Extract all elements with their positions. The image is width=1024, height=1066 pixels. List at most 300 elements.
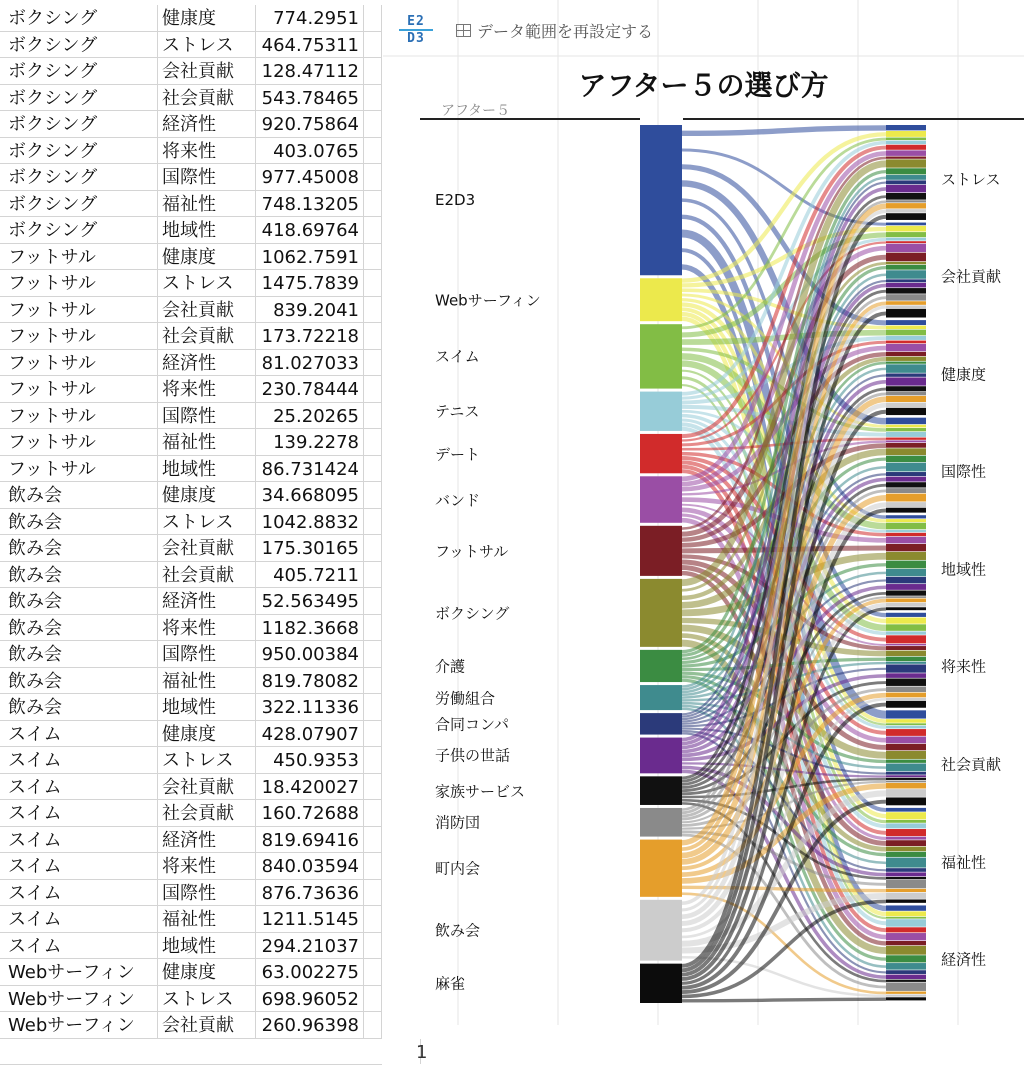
target-segment[interactable] xyxy=(886,294,926,300)
empty-cell[interactable] xyxy=(364,403,382,429)
category-cell[interactable]: 国際性 xyxy=(158,164,256,190)
category-cell[interactable]: ストレス xyxy=(158,747,256,773)
source-node[interactable] xyxy=(640,776,682,805)
category-cell[interactable]: 国際性 xyxy=(158,403,256,429)
source-node[interactable] xyxy=(640,713,682,734)
empty-cell[interactable] xyxy=(364,721,382,747)
target-segment[interactable] xyxy=(886,156,926,158)
value-cell[interactable]: 86.731424 xyxy=(256,456,364,482)
target-segment[interactable] xyxy=(886,687,926,692)
target-segment[interactable] xyxy=(886,131,926,137)
activity-cell[interactable]: フットサル xyxy=(0,244,158,270)
category-cell[interactable]: 健康度 xyxy=(158,5,256,31)
target-segment[interactable] xyxy=(886,736,926,743)
empty-cell[interactable] xyxy=(364,588,382,614)
empty-cell[interactable] xyxy=(364,747,382,773)
target-segment[interactable] xyxy=(886,678,926,685)
target-segment[interactable] xyxy=(886,970,926,974)
target-segment[interactable] xyxy=(886,820,926,823)
empty-cell[interactable] xyxy=(364,853,382,879)
target-segment[interactable] xyxy=(886,603,926,607)
value-cell[interactable]: 160.72688 xyxy=(256,800,364,826)
activity-cell[interactable]: 飲み会 xyxy=(0,482,158,508)
empty-cell[interactable] xyxy=(364,933,382,959)
activity-cell[interactable]: フットサル xyxy=(0,456,158,482)
target-segment[interactable] xyxy=(886,403,926,408)
table-row[interactable] xyxy=(0,800,382,827)
activity-cell[interactable]: ボクシング xyxy=(0,138,158,164)
table-row[interactable] xyxy=(0,747,382,774)
activity-cell[interactable]: ボクシング xyxy=(0,191,158,217)
activity-cell[interactable]: スイム xyxy=(0,906,158,932)
empty-cell[interactable] xyxy=(364,456,382,482)
empty-cell[interactable] xyxy=(364,509,382,535)
value-cell[interactable]: 920.75864 xyxy=(256,111,364,137)
target-segment[interactable] xyxy=(886,664,926,672)
target-segment[interactable] xyxy=(886,283,926,288)
table-row[interactable] xyxy=(0,138,382,165)
category-cell[interactable]: 福祉性 xyxy=(158,191,256,217)
target-segment[interactable] xyxy=(886,305,926,308)
empty-cell[interactable] xyxy=(364,562,382,588)
target-segment[interactable] xyxy=(886,911,926,916)
sankey-link[interactable] xyxy=(682,999,886,1001)
target-segment[interactable] xyxy=(886,994,926,996)
value-cell[interactable]: 81.027033 xyxy=(256,350,364,376)
activity-cell[interactable]: ボクシング xyxy=(0,217,158,243)
target-segment[interactable] xyxy=(886,698,926,700)
empty-cell[interactable] xyxy=(364,191,382,217)
activity-cell[interactable]: フットサル xyxy=(0,297,158,323)
value-cell[interactable]: 774.2951 xyxy=(256,5,364,31)
table-row[interactable] xyxy=(0,959,382,986)
category-cell[interactable]: 福祉性 xyxy=(158,668,256,694)
value-cell[interactable]: 1042.8832 xyxy=(256,509,364,535)
target-segment[interactable] xyxy=(886,432,926,437)
table-row[interactable] xyxy=(0,641,382,668)
table-row[interactable] xyxy=(0,217,382,244)
category-cell[interactable]: 将来性 xyxy=(158,376,256,402)
target-segment[interactable] xyxy=(886,209,926,212)
target-segment[interactable] xyxy=(886,858,926,868)
table-row[interactable] xyxy=(0,721,382,748)
category-cell[interactable]: 会社貢献 xyxy=(158,1012,256,1038)
table-row[interactable] xyxy=(0,1039,428,1066)
target-segment[interactable] xyxy=(886,494,926,502)
activity-cell[interactable]: スイム xyxy=(0,933,158,959)
sankey-link[interactable] xyxy=(682,128,886,133)
table-row[interactable] xyxy=(0,456,382,483)
target-segment[interactable] xyxy=(886,751,926,759)
target-segment[interactable] xyxy=(886,544,926,551)
target-segment[interactable] xyxy=(886,226,926,232)
target-segment[interactable] xyxy=(886,175,926,180)
target-segment[interactable] xyxy=(886,386,926,391)
target-segment[interactable] xyxy=(886,823,926,828)
category-cell[interactable]: 会社貢献 xyxy=(158,535,256,561)
target-segment[interactable] xyxy=(886,651,926,656)
activity-cell[interactable]: フットサル xyxy=(0,323,158,349)
target-segment[interactable] xyxy=(886,362,926,364)
target-segment[interactable] xyxy=(886,418,926,425)
target-segment[interactable] xyxy=(886,899,926,902)
activity-cell[interactable]: ボクシング xyxy=(0,85,158,111)
target-segment[interactable] xyxy=(886,980,926,982)
target-segment[interactable] xyxy=(886,168,926,174)
target-segment[interactable] xyxy=(886,760,926,763)
category-cell[interactable]: 健康度 xyxy=(158,959,256,985)
target-segment[interactable] xyxy=(886,781,926,783)
value-cell[interactable]: 819.78082 xyxy=(256,668,364,694)
activity-cell[interactable]: 飲み会 xyxy=(0,615,158,641)
target-segment[interactable] xyxy=(886,880,926,888)
target-segment[interactable] xyxy=(886,933,926,940)
target-segment[interactable] xyxy=(886,125,926,130)
target-segment[interactable] xyxy=(886,530,926,532)
category-cell[interactable]: 福祉性 xyxy=(158,429,256,455)
target-segment[interactable] xyxy=(886,584,926,590)
target-segment[interactable] xyxy=(886,488,926,493)
target-segment[interactable] xyxy=(886,502,926,507)
activity-cell[interactable]: ボクシング xyxy=(0,111,158,137)
activity-cell[interactable]: フットサル xyxy=(0,350,158,376)
empty-cell[interactable] xyxy=(364,800,382,826)
empty-cell[interactable] xyxy=(364,5,382,31)
empty-cell[interactable] xyxy=(364,615,382,641)
category-cell[interactable]: 国際性 xyxy=(158,880,256,906)
target-segment[interactable] xyxy=(886,607,926,610)
target-segment[interactable] xyxy=(886,253,926,262)
value-cell[interactable]: 25.20265 xyxy=(256,403,364,429)
empty-cell[interactable] xyxy=(364,774,382,800)
empty-cell[interactable] xyxy=(364,906,382,932)
target-segment[interactable] xyxy=(886,917,926,919)
target-segment[interactable] xyxy=(886,829,926,836)
table-row[interactable] xyxy=(0,482,382,509)
table-row[interactable] xyxy=(0,270,382,297)
target-segment[interactable] xyxy=(886,336,926,340)
table-row[interactable] xyxy=(0,164,382,191)
source-node[interactable] xyxy=(640,840,682,897)
category-cell[interactable]: ストレス xyxy=(158,986,256,1012)
target-segment[interactable] xyxy=(886,456,926,462)
target-segment[interactable] xyxy=(886,624,926,631)
activity-cell[interactable]: フットサル xyxy=(0,403,158,429)
target-segment[interactable] xyxy=(886,797,926,805)
target-segment[interactable] xyxy=(886,364,926,372)
category-cell[interactable]: 将来性 xyxy=(158,615,256,641)
target-segment[interactable] xyxy=(886,279,926,282)
value-cell[interactable]: 748.13205 xyxy=(256,191,364,217)
table-row[interactable] xyxy=(0,774,382,801)
value-cell[interactable]: 1475.7839 xyxy=(256,270,364,296)
empty-cell[interactable] xyxy=(364,323,382,349)
table-row[interactable] xyxy=(0,615,382,642)
target-segment[interactable] xyxy=(886,309,926,318)
empty-cell[interactable] xyxy=(364,959,382,985)
table-row[interactable] xyxy=(0,562,382,589)
source-node[interactable] xyxy=(640,808,682,837)
category-cell[interactable]: 経済性 xyxy=(158,350,256,376)
empty-cell[interactable] xyxy=(364,270,382,296)
category-cell[interactable]: 福祉性 xyxy=(158,906,256,932)
target-segment[interactable] xyxy=(886,744,926,750)
target-segment[interactable] xyxy=(886,599,926,603)
category-cell[interactable]: 経済性 xyxy=(158,588,256,614)
table-row[interactable] xyxy=(0,429,382,456)
target-segment[interactable] xyxy=(886,644,926,646)
value-cell[interactable]: 175.30165 xyxy=(256,535,364,561)
target-segment[interactable] xyxy=(886,320,926,325)
target-segment[interactable] xyxy=(886,783,926,789)
table-row[interactable] xyxy=(0,32,382,59)
target-segment[interactable] xyxy=(886,963,926,970)
target-segment[interactable] xyxy=(886,997,926,1000)
target-segment[interactable] xyxy=(886,847,926,852)
empty-cell[interactable] xyxy=(364,164,382,190)
target-segment[interactable] xyxy=(886,150,926,156)
target-segment[interactable] xyxy=(886,919,926,926)
target-segment[interactable] xyxy=(886,955,926,962)
empty-cell[interactable] xyxy=(364,244,382,270)
target-segment[interactable] xyxy=(886,438,926,440)
category-cell[interactable]: ストレス xyxy=(158,270,256,296)
value-cell[interactable]: 128.47112 xyxy=(256,58,364,84)
target-segment[interactable] xyxy=(886,508,926,513)
value-cell[interactable]: 464.75311 xyxy=(256,32,364,58)
category-cell[interactable]: 会社貢献 xyxy=(158,58,256,84)
table-row[interactable] xyxy=(0,535,382,562)
target-segment[interactable] xyxy=(886,232,926,237)
target-segment[interactable] xyxy=(886,443,926,448)
activity-cell[interactable]: Webサーフィン xyxy=(0,1012,158,1038)
category-cell[interactable]: 健康度 xyxy=(158,721,256,747)
value-cell[interactable]: 52.563495 xyxy=(256,588,364,614)
table-row[interactable] xyxy=(0,509,382,536)
target-segment[interactable] xyxy=(886,428,926,431)
target-segment[interactable] xyxy=(886,392,926,395)
target-segment[interactable] xyxy=(886,515,926,518)
empty-cell[interactable] xyxy=(364,880,382,906)
target-segment[interactable] xyxy=(886,533,926,536)
activity-cell[interactable]: 飲み会 xyxy=(0,641,158,667)
source-node[interactable] xyxy=(640,125,682,275)
value-cell[interactable]: 18.420027 xyxy=(256,774,364,800)
target-segment[interactable] xyxy=(886,238,926,241)
target-segment[interactable] xyxy=(886,723,926,725)
source-node[interactable] xyxy=(640,392,682,431)
target-segment[interactable] xyxy=(886,789,926,797)
target-segment[interactable] xyxy=(886,569,926,576)
source-node[interactable] xyxy=(640,526,682,576)
target-segment[interactable] xyxy=(886,145,926,150)
target-segment[interactable] xyxy=(886,840,926,846)
table-row[interactable] xyxy=(0,244,382,271)
value-cell[interactable]: 294.21037 xyxy=(256,933,364,959)
activity-cell[interactable]: Webサーフィン xyxy=(0,959,158,985)
value-cell[interactable]: 403.0765 xyxy=(256,138,364,164)
empty-cell[interactable] xyxy=(364,297,382,323)
category-cell[interactable]: 地域性 xyxy=(158,694,256,720)
target-segment[interactable] xyxy=(886,482,926,487)
category-cell[interactable]: 将来性 xyxy=(158,853,256,879)
target-segment[interactable] xyxy=(886,710,926,718)
table-row[interactable] xyxy=(0,668,382,695)
target-segment[interactable] xyxy=(886,341,926,344)
target-segment[interactable] xyxy=(886,868,926,872)
target-segment[interactable] xyxy=(886,330,926,336)
target-segment[interactable] xyxy=(886,357,926,361)
table-row[interactable] xyxy=(0,85,382,112)
table-row[interactable] xyxy=(0,588,382,615)
target-segment[interactable] xyxy=(886,200,926,202)
target-segment[interactable] xyxy=(886,265,926,270)
target-segment[interactable] xyxy=(886,763,926,771)
table-row[interactable] xyxy=(0,5,382,32)
category-cell[interactable]: 社会貢献 xyxy=(158,85,256,111)
target-segment[interactable] xyxy=(886,463,926,472)
source-node[interactable] xyxy=(640,964,682,1003)
category-cell[interactable]: 社会貢献 xyxy=(158,323,256,349)
value-cell[interactable]: 322.11336 xyxy=(256,694,364,720)
value-cell[interactable]: 1062.7591 xyxy=(256,244,364,270)
value-cell[interactable]: 698.96052 xyxy=(256,986,364,1012)
target-segment[interactable] xyxy=(886,941,926,945)
value-cell[interactable]: 418.69764 xyxy=(256,217,364,243)
target-segment[interactable] xyxy=(886,905,926,910)
category-cell[interactable]: 会社貢献 xyxy=(158,297,256,323)
value-cell[interactable]: 840.03594 xyxy=(256,853,364,879)
empty-cell[interactable] xyxy=(364,986,382,1012)
table-row[interactable] xyxy=(0,986,382,1013)
target-segment[interactable] xyxy=(886,241,926,243)
activity-cell[interactable]: スイム xyxy=(0,721,158,747)
value-cell[interactable]: 1182.3668 xyxy=(256,615,364,641)
activity-cell[interactable]: Webサーフィン xyxy=(0,986,158,1012)
value-cell[interactable]: 977.45008 xyxy=(256,164,364,190)
target-segment[interactable] xyxy=(886,889,926,892)
target-segment[interactable] xyxy=(886,635,926,643)
target-segment[interactable] xyxy=(886,946,926,955)
empty-cell[interactable] xyxy=(364,827,382,853)
category-cell[interactable]: ストレス xyxy=(158,32,256,58)
target-segment[interactable] xyxy=(886,726,926,729)
activity-cell[interactable]: 飲み会 xyxy=(0,509,158,535)
target-segment[interactable] xyxy=(886,992,926,994)
target-segment[interactable] xyxy=(886,223,926,226)
source-node[interactable] xyxy=(640,685,682,710)
empty-cell[interactable] xyxy=(364,482,382,508)
activity-cell[interactable]: フットサル xyxy=(0,376,158,402)
target-segment[interactable] xyxy=(886,440,926,442)
empty-cell[interactable] xyxy=(364,376,382,402)
target-segment[interactable] xyxy=(886,657,926,661)
target-segment[interactable] xyxy=(886,472,926,476)
row-number-cell[interactable]: 1 xyxy=(256,1039,421,1065)
value-cell[interactable]: 450.9353 xyxy=(256,747,364,773)
target-segment[interactable] xyxy=(886,262,926,264)
empty-cell[interactable] xyxy=(364,85,382,111)
category-cell[interactable]: 健康度 xyxy=(158,244,256,270)
target-segment[interactable] xyxy=(886,719,926,723)
category-cell[interactable]: 会社貢献 xyxy=(158,774,256,800)
target-segment[interactable] xyxy=(886,301,926,305)
target-segment[interactable] xyxy=(886,352,926,356)
target-segment[interactable] xyxy=(886,729,926,736)
empty-cell[interactable] xyxy=(364,58,382,84)
value-cell[interactable]: 839.2041 xyxy=(256,297,364,323)
target-segment[interactable] xyxy=(886,775,926,777)
category-cell[interactable]: ストレス xyxy=(158,509,256,535)
activity-cell[interactable]: スイム xyxy=(0,800,158,826)
target-segment[interactable] xyxy=(886,477,926,482)
category-cell[interactable]: 将来性 xyxy=(158,138,256,164)
target-segment[interactable] xyxy=(886,778,926,780)
target-segment[interactable] xyxy=(886,270,926,278)
value-cell[interactable]: 405.7211 xyxy=(256,562,364,588)
target-segment[interactable] xyxy=(886,185,926,193)
target-segment[interactable] xyxy=(886,927,926,932)
empty-cell[interactable] xyxy=(364,32,382,58)
category-cell[interactable]: 地域性 xyxy=(158,456,256,482)
activity-cell[interactable]: 飲み会 xyxy=(0,535,158,561)
target-segment[interactable] xyxy=(886,523,926,530)
source-node[interactable] xyxy=(640,650,682,682)
source-node[interactable] xyxy=(640,434,682,473)
source-node[interactable] xyxy=(640,278,682,321)
table-row[interactable] xyxy=(0,933,382,960)
source-node[interactable] xyxy=(640,900,682,961)
table-row[interactable] xyxy=(0,694,382,721)
category-cell[interactable]: 健康度 xyxy=(158,482,256,508)
target-segment[interactable] xyxy=(886,344,926,351)
table-row[interactable] xyxy=(0,350,382,377)
table-row[interactable] xyxy=(0,297,382,324)
target-segment[interactable] xyxy=(886,872,926,876)
target-segment[interactable] xyxy=(886,373,926,376)
value-cell[interactable]: 950.00384 xyxy=(256,641,364,667)
target-segment[interactable] xyxy=(886,693,926,698)
empty-cell[interactable] xyxy=(364,111,382,137)
table-row[interactable] xyxy=(0,853,382,880)
value-cell[interactable]: 543.78465 xyxy=(256,85,364,111)
target-segment[interactable] xyxy=(886,408,926,415)
target-segment[interactable] xyxy=(886,852,926,857)
target-segment[interactable] xyxy=(886,377,926,385)
activity-cell[interactable]: ボクシング xyxy=(0,164,158,190)
target-segment[interactable] xyxy=(886,673,926,678)
target-segment[interactable] xyxy=(886,618,926,624)
target-segment[interactable] xyxy=(886,213,926,220)
activity-cell[interactable]: 飲み会 xyxy=(0,562,158,588)
table-row[interactable] xyxy=(0,880,382,907)
activity-cell[interactable]: ボクシング xyxy=(0,58,158,84)
table-row[interactable] xyxy=(0,323,382,350)
target-segment[interactable] xyxy=(886,137,926,140)
table-row[interactable] xyxy=(0,827,382,854)
target-segment[interactable] xyxy=(886,662,926,664)
source-node[interactable] xyxy=(640,738,682,774)
activity-cell[interactable]: 飲み会 xyxy=(0,694,158,720)
target-segment[interactable] xyxy=(886,701,926,708)
target-segment[interactable] xyxy=(886,537,926,544)
activity-cell[interactable]: スイム xyxy=(0,827,158,853)
value-cell[interactable]: 1211.5145 xyxy=(256,906,364,932)
empty-cell[interactable] xyxy=(364,694,382,720)
target-segment[interactable] xyxy=(886,837,926,840)
activity-cell[interactable]: 飲み会 xyxy=(0,668,158,694)
target-segment[interactable] xyxy=(886,893,926,899)
